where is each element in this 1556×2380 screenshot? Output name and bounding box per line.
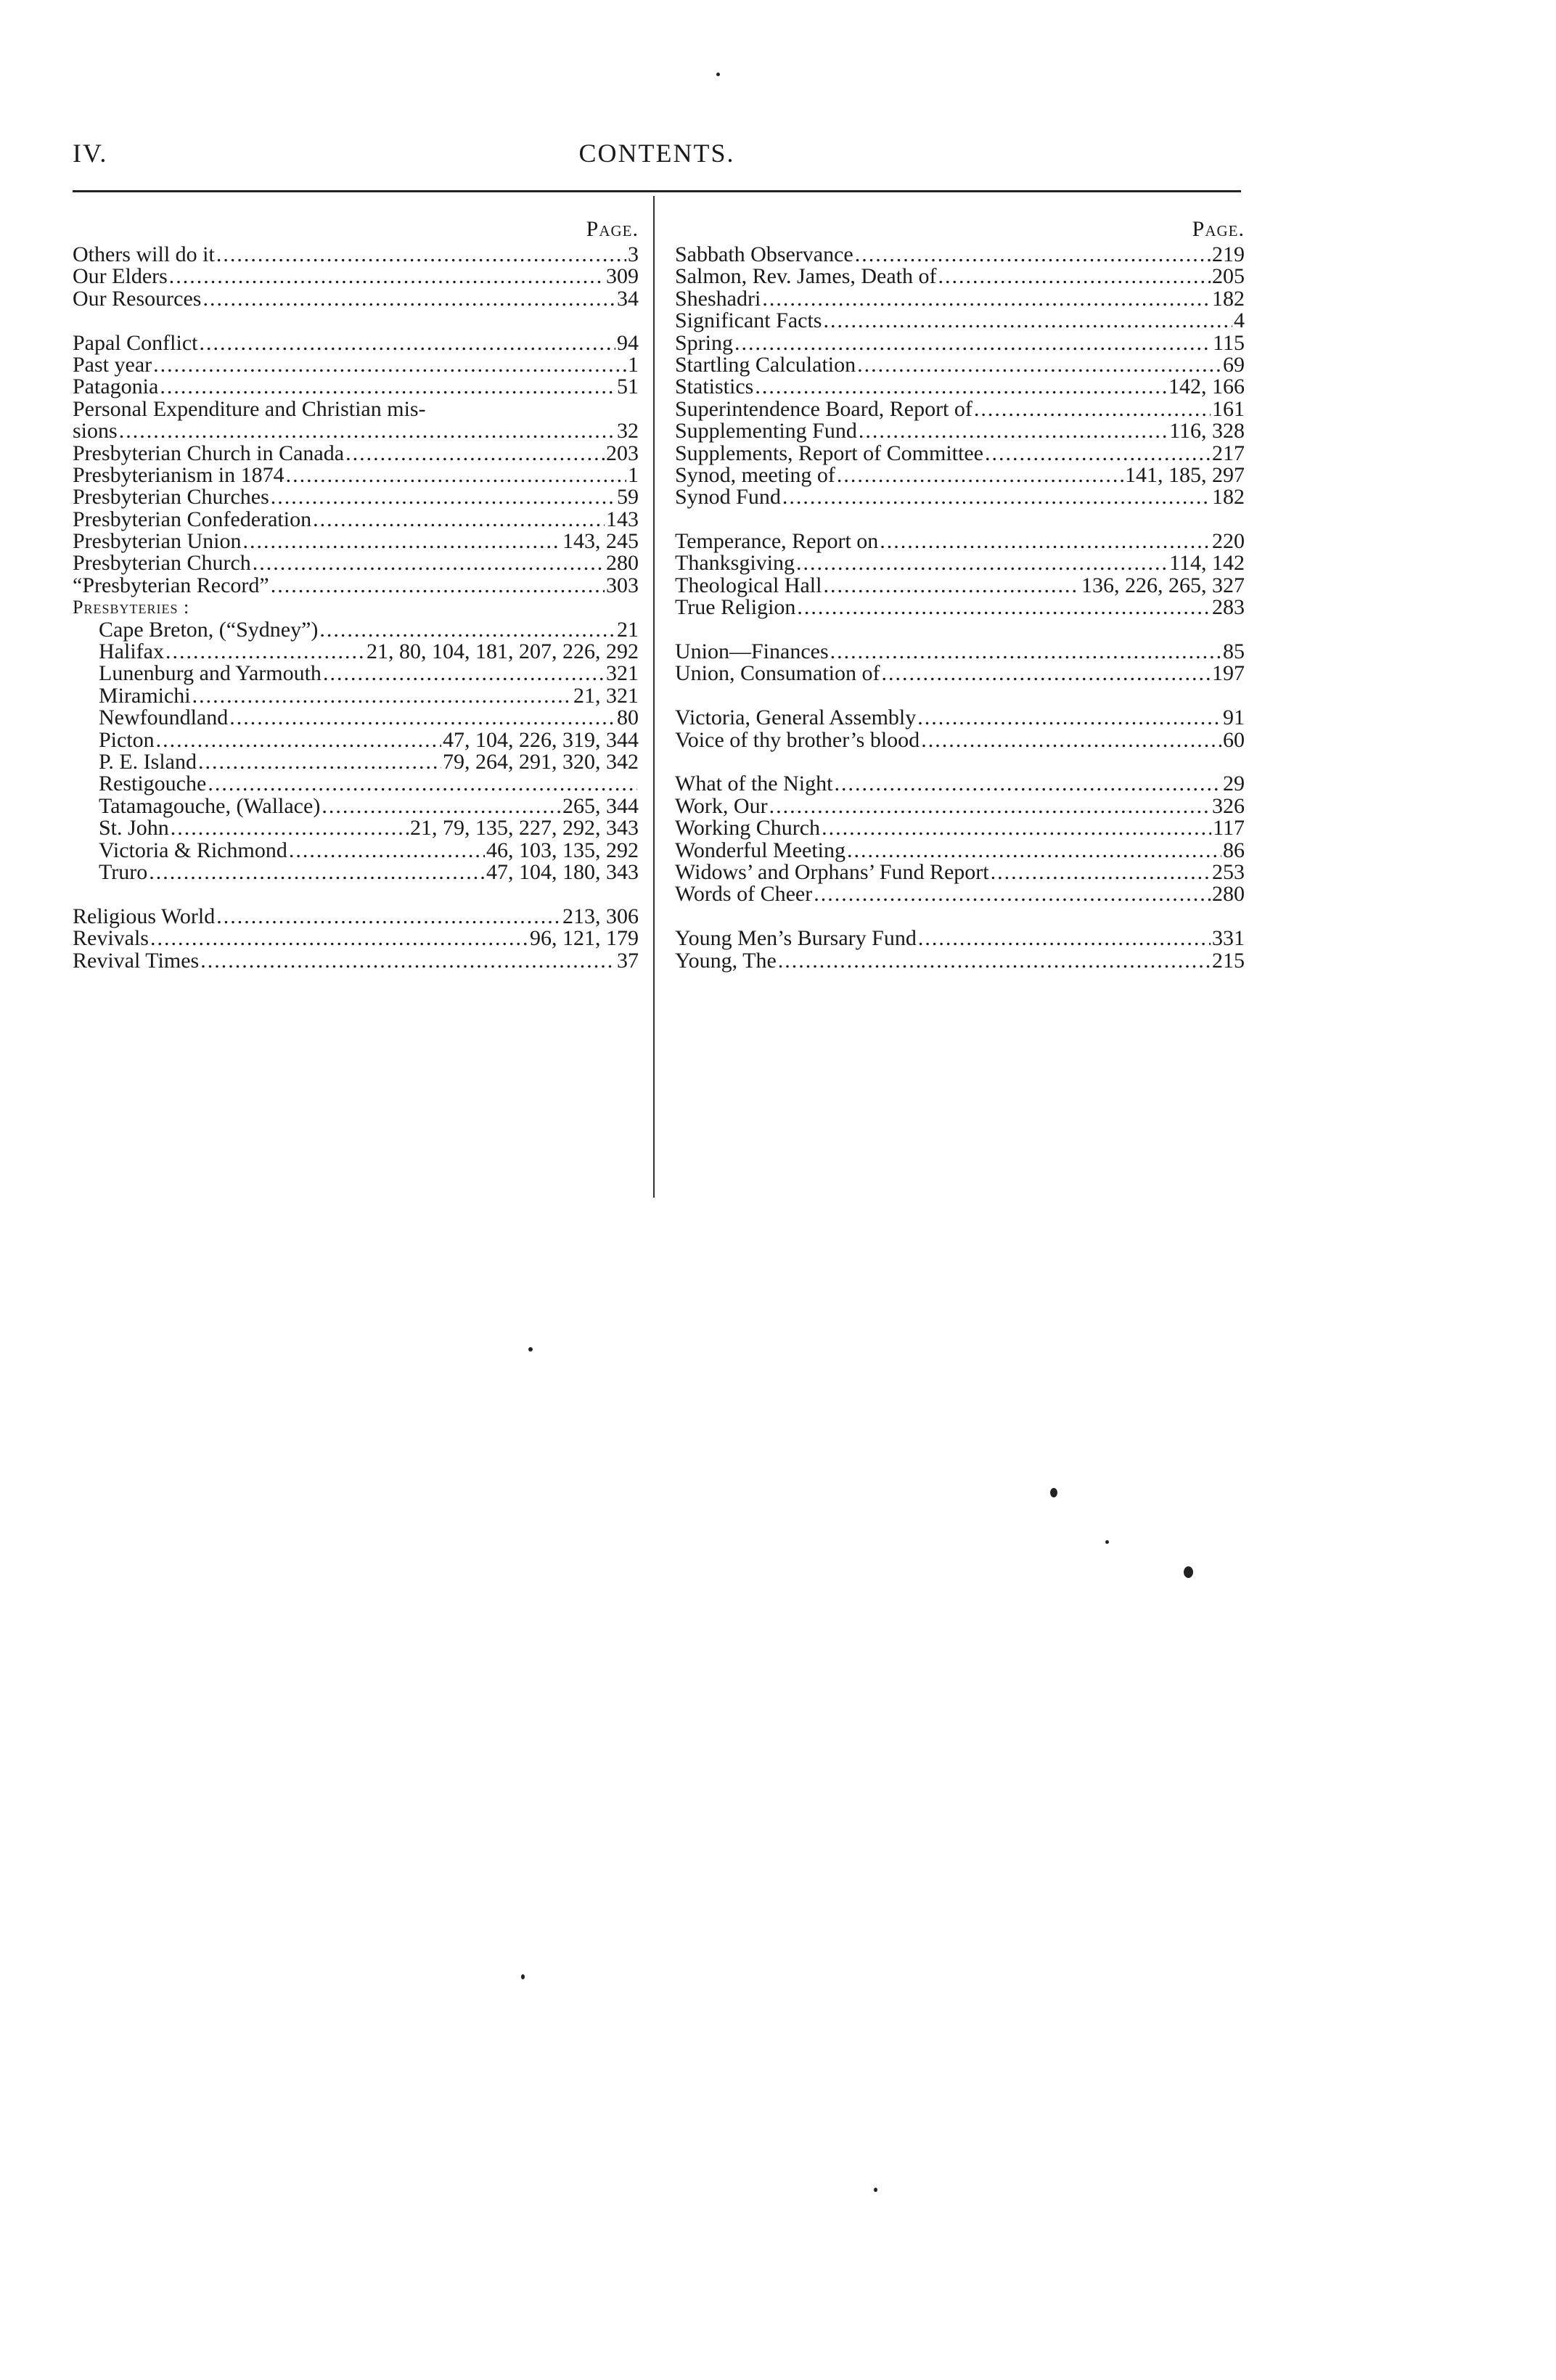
dot-leader (823, 575, 1080, 597)
dot-leader (171, 817, 409, 839)
dot-leader (734, 332, 1211, 354)
contents-entry (73, 398, 639, 420)
entry-title: Picton (99, 727, 155, 752)
dot-leader (855, 244, 1211, 266)
entry-page: 21, 80, 104, 181, 207, 226, 292 (367, 639, 639, 664)
entry-page: 143 (606, 507, 639, 531)
entry-page: 143, 245 (562, 529, 639, 554)
entry-title: Spring (675, 330, 734, 355)
entry-title: Young, The (675, 948, 777, 973)
entry-page: 303 (606, 573, 639, 597)
dot-leader (345, 443, 605, 465)
dot-leader (985, 443, 1211, 465)
page-column-label: Page. (1192, 217, 1245, 241)
entry-title: Others will do it (73, 242, 215, 266)
entry-page: 1 (628, 462, 639, 487)
contents-entry (675, 443, 1245, 465)
entry-page: 205 (1212, 264, 1245, 289)
page-number: IV. (73, 139, 108, 168)
dot-leader (150, 928, 528, 949)
entry-page: 85 (1223, 639, 1245, 664)
entry-page: 331 (1212, 926, 1245, 951)
contents-entry (73, 420, 639, 442)
dot-leader (921, 729, 1221, 751)
entry-page: 51 (617, 375, 639, 399)
entry-page: 21, 79, 135, 227, 292, 343 (410, 816, 639, 841)
entry-title: Presbyterian Church (73, 551, 251, 576)
contents-entry (73, 619, 639, 641)
entry-title: Cape Breton, (“Sydney”) (99, 617, 319, 642)
contents-entry (675, 793, 1245, 818)
entry-page: 309 (606, 264, 639, 289)
entry-page: 94 (617, 330, 639, 355)
contents-entry (73, 266, 639, 287)
contents-entry (73, 928, 639, 949)
entry-page: 215 (1212, 948, 1245, 973)
entry-title: Tatamagouche, (Wallace) (99, 793, 321, 818)
scan-speck (528, 1347, 533, 1351)
entry-page: 34 (617, 286, 639, 311)
dot-leader (755, 376, 1167, 398)
entry-page: 47, 104, 180, 343 (486, 859, 639, 884)
page-header (73, 138, 1241, 181)
dot-leader (165, 641, 365, 663)
contents-entry (675, 729, 1245, 751)
dot-leader (322, 796, 561, 817)
contents-entry (73, 906, 639, 928)
entry-page: 182 (1212, 286, 1245, 311)
entry-title: Presbyterian Confederation (73, 507, 312, 531)
entry-title: Young Men’s Bursary Fund (675, 926, 917, 951)
entry-title: Revivals (73, 926, 149, 951)
entry-title: Sheshadri (675, 286, 761, 311)
dot-leader (253, 552, 605, 574)
dot-leader (823, 310, 1232, 332)
contents-entry (73, 840, 639, 862)
section-gap (675, 751, 1245, 773)
page-column-label: Page. (586, 217, 639, 241)
entry-title: Lunenburg and Yarmouth (99, 661, 322, 686)
entry-title: Significant Facts (675, 308, 822, 333)
scan-speck (1184, 1566, 1193, 1578)
dot-leader (216, 244, 626, 266)
contents-entry (73, 552, 639, 574)
entry-title: Halifax (99, 639, 164, 664)
contents-entry (73, 641, 639, 663)
section-gap (73, 310, 639, 332)
scan-speck (874, 2188, 877, 2192)
contents-entry (675, 773, 1245, 795)
scan-speck (716, 73, 720, 76)
entry-page: 32 (617, 419, 639, 443)
contents-entry (675, 663, 1245, 684)
dot-leader (208, 773, 637, 795)
contents-entry (675, 398, 1245, 420)
entry-title: Supplementing Fund (675, 419, 857, 443)
contents-entry (675, 244, 1245, 266)
entry-title: Theological Hall (675, 573, 822, 597)
entry-title: “Presbyterian Record” (73, 573, 269, 597)
entry-page: 203 (606, 441, 639, 465)
dot-leader (917, 707, 1221, 729)
entry-title: Thanksgiving (675, 551, 795, 576)
entry-page: 114, 142 (1169, 551, 1245, 576)
dot-leader (323, 663, 605, 684)
contents-entry (73, 751, 639, 773)
entry-title: Our Elders (73, 264, 168, 289)
header-rule (73, 190, 1241, 192)
entry-page: 136, 226, 265, 327 (1081, 573, 1245, 597)
entry-title: Restigouche (99, 772, 207, 796)
dot-leader (991, 862, 1211, 883)
contents-entry (675, 310, 1245, 332)
entry-title: Revival Times (73, 948, 200, 973)
dot-leader (859, 420, 1168, 442)
scan-speck (521, 1974, 525, 1979)
dot-leader (762, 288, 1211, 310)
contents-entry (73, 531, 639, 552)
section-gap (675, 906, 1245, 928)
dot-leader (119, 420, 615, 442)
dot-leader (229, 707, 615, 729)
contents-entry (73, 462, 639, 487)
dot-leader (796, 552, 1168, 574)
entry-title: Synod, meeting of (675, 462, 835, 487)
entry-page: 280 (606, 551, 639, 576)
contents-entry (675, 950, 1245, 972)
contents-entry (73, 486, 639, 508)
entry-page: 283 (1212, 595, 1245, 620)
contents-right-column (675, 215, 1245, 972)
contents-entry (675, 486, 1245, 508)
entry-page: 141, 185, 297 (1125, 462, 1245, 487)
dot-leader (769, 796, 1211, 817)
entry-page: 220 (1212, 529, 1245, 554)
contents-entry (675, 531, 1245, 552)
entry-title: Presbyterian Churches (73, 485, 269, 510)
section-gap (73, 883, 639, 905)
contents-entry (73, 773, 639, 795)
contents-entry (675, 420, 1245, 442)
dot-leader (830, 641, 1221, 663)
entry-title: Presbyterian Church in Canada (73, 441, 345, 465)
dot-leader (822, 817, 1211, 839)
entry-title: Sabbath Observance (675, 242, 853, 266)
entry-page: 217 (1212, 441, 1245, 465)
contents-entry (73, 793, 639, 818)
entry-page: 161 (1212, 396, 1245, 421)
right-entries (675, 244, 1245, 972)
entry-page: 253 (1212, 859, 1245, 884)
entry-title: Supplements, Report of Committee (675, 441, 983, 465)
entry-page: 86 (1223, 838, 1245, 862)
dot-leader (882, 663, 1211, 684)
contents-entry (675, 928, 1245, 949)
dot-leader (797, 597, 1211, 618)
contents-entry (73, 685, 639, 707)
dot-leader (847, 840, 1221, 862)
entry-page: 321 (606, 661, 639, 686)
contents-entry (675, 859, 1245, 884)
entry-page: 29 (1223, 772, 1245, 796)
entry-title: Superintendence Board, Report of (675, 396, 972, 421)
contents-entry (675, 597, 1245, 618)
contents-entry (73, 376, 639, 398)
entry-title: P. E. Island (99, 749, 197, 774)
entry-page: 115 (1213, 330, 1245, 355)
left-entries (73, 244, 639, 972)
scan-speck (1105, 1540, 1109, 1544)
contents-entry (675, 840, 1245, 862)
contents-entry (675, 552, 1245, 574)
dot-leader (216, 906, 561, 928)
dot-leader (271, 486, 615, 508)
contents-entry (675, 288, 1245, 310)
dot-leader (169, 266, 605, 287)
entry-title: Salmon, Rev. James, Death of (675, 264, 937, 289)
dot-leader (938, 266, 1211, 287)
dot-leader (319, 619, 615, 641)
dot-leader (918, 928, 1211, 949)
contents-entry (675, 354, 1245, 376)
entry-title: Work, Our (675, 793, 768, 818)
entry-page: 326 (1212, 793, 1245, 818)
section-heading: Presbyteries : (73, 597, 190, 618)
entry-page: 3 (628, 242, 639, 266)
contents-entry (73, 354, 639, 376)
dot-leader (199, 332, 615, 354)
entry-page: 213, 306 (562, 904, 639, 928)
section-gap (675, 685, 1245, 707)
entry-title: Statistics (675, 375, 754, 399)
contents-entry (73, 729, 639, 751)
dot-leader (857, 354, 1221, 376)
entry-title: Working Church (675, 816, 821, 841)
contents-entry (675, 817, 1245, 839)
entry-page: 219 (1212, 242, 1245, 266)
entry-title: Voice of thy brother’s blood (675, 727, 920, 752)
dot-leader (149, 862, 485, 883)
entry-page: 117 (1213, 816, 1245, 841)
entry-title: Startling Calculation (675, 352, 856, 377)
entry-page: 4 (1234, 308, 1245, 333)
dot-leader (837, 465, 1123, 486)
entry-title: St. John (99, 816, 169, 841)
entry-title: Papal Conflict (73, 330, 198, 355)
dot-leader (200, 950, 615, 972)
dot-leader (198, 751, 441, 773)
entry-page: 69 (1223, 352, 1245, 377)
entry-page: 59 (617, 485, 639, 510)
entry-title: Religious World (73, 904, 216, 928)
entry-page: 80 (617, 706, 639, 730)
contents-entry (73, 288, 639, 310)
entry-title: Temperance, Report on (675, 529, 879, 554)
contents-entry (73, 663, 639, 684)
page-title: CONTENTS. (578, 139, 735, 168)
entry-title: Wonderful Meeting (675, 838, 846, 862)
contents-entry (675, 707, 1245, 729)
scan-speck (1050, 1488, 1057, 1497)
entry-title: sions (73, 419, 118, 443)
dot-leader (974, 398, 1211, 420)
contents-entry (73, 443, 639, 465)
dot-leader (271, 575, 605, 597)
entry-page: 47, 104, 226, 319, 344 (443, 727, 639, 752)
entry-page: 46, 103, 135, 292 (486, 838, 639, 862)
entry-page: 182 (1212, 485, 1245, 510)
dot-leader (313, 509, 605, 531)
contents-entry (73, 817, 639, 839)
entry-title: Synod Fund (675, 485, 781, 510)
section-gap (675, 509, 1245, 531)
contents-entry (675, 332, 1245, 354)
contents-entry (675, 883, 1245, 905)
entry-page: 91 (1223, 706, 1245, 730)
dot-leader (153, 354, 626, 376)
contents-entry (73, 509, 639, 531)
entry-page: 142, 166 (1168, 375, 1245, 399)
entry-title: Words of Cheer (675, 882, 813, 907)
dot-leader (156, 729, 441, 751)
entry-page: 21, 321 (573, 683, 639, 708)
contents-entry (73, 244, 639, 266)
entry-title: Widows’ and Orphans’ Fund Report (675, 859, 989, 884)
contents-entry (73, 859, 639, 884)
dot-leader (880, 531, 1211, 552)
entry-page: 21 (617, 617, 639, 642)
dot-leader (242, 531, 561, 552)
dot-leader (782, 486, 1211, 508)
entry-page: 96, 121, 179 (530, 926, 639, 951)
contents-entry (73, 332, 639, 354)
entry-title: Union, Consumation of (675, 661, 880, 686)
entry-page: 280 (1212, 882, 1245, 907)
entry-title: Newfoundland (99, 706, 229, 730)
entry-title: Union—Finances (675, 639, 829, 664)
entry-title: Personal Expenditure and Christian mis- (73, 396, 426, 421)
contents-entry (675, 575, 1245, 597)
dot-leader (834, 773, 1221, 795)
entry-page: 37 (617, 948, 639, 973)
entry-title: Miramichi (99, 683, 191, 708)
entry-title: Victoria, General Assembly (675, 706, 917, 730)
dot-leader (202, 288, 615, 310)
entry-title: Presbyterian Union (73, 529, 242, 554)
contents-entry (675, 376, 1245, 398)
entry-page: 265, 344 (562, 793, 639, 818)
contents-entry (675, 462, 1245, 487)
entry-title: Our Resources (73, 286, 202, 311)
entry-title: Victoria & Richmond (99, 838, 287, 862)
dot-leader (814, 883, 1211, 905)
entry-title: Patagonia (73, 375, 159, 399)
entry-page: 116, 328 (1169, 419, 1245, 443)
entry-title: Truro (99, 859, 148, 884)
entry-title: What of the Night (675, 772, 833, 796)
section-gap (675, 619, 1245, 641)
entry-page: 79, 264, 291, 320, 342 (443, 749, 639, 774)
entry-page: 197 (1212, 661, 1245, 686)
dot-leader (778, 950, 1211, 972)
contents-entry (73, 707, 639, 729)
entry-title: True Religion (675, 595, 796, 620)
column-divider (653, 196, 655, 1198)
entry-title: Past year (73, 352, 152, 377)
dot-leader (289, 840, 485, 862)
contents-entry (675, 641, 1245, 663)
contents-entry (675, 266, 1245, 287)
entry-page: 60 (1223, 727, 1245, 752)
contents-entry (73, 950, 639, 972)
dot-leader (286, 465, 626, 486)
contents-entry (73, 575, 639, 597)
entry-title: Presbyterianism in 1874 (73, 462, 284, 487)
dot-leader (192, 685, 572, 707)
dot-leader (160, 376, 615, 398)
entry-page: 1 (628, 352, 639, 377)
contents-left-column (73, 215, 639, 972)
